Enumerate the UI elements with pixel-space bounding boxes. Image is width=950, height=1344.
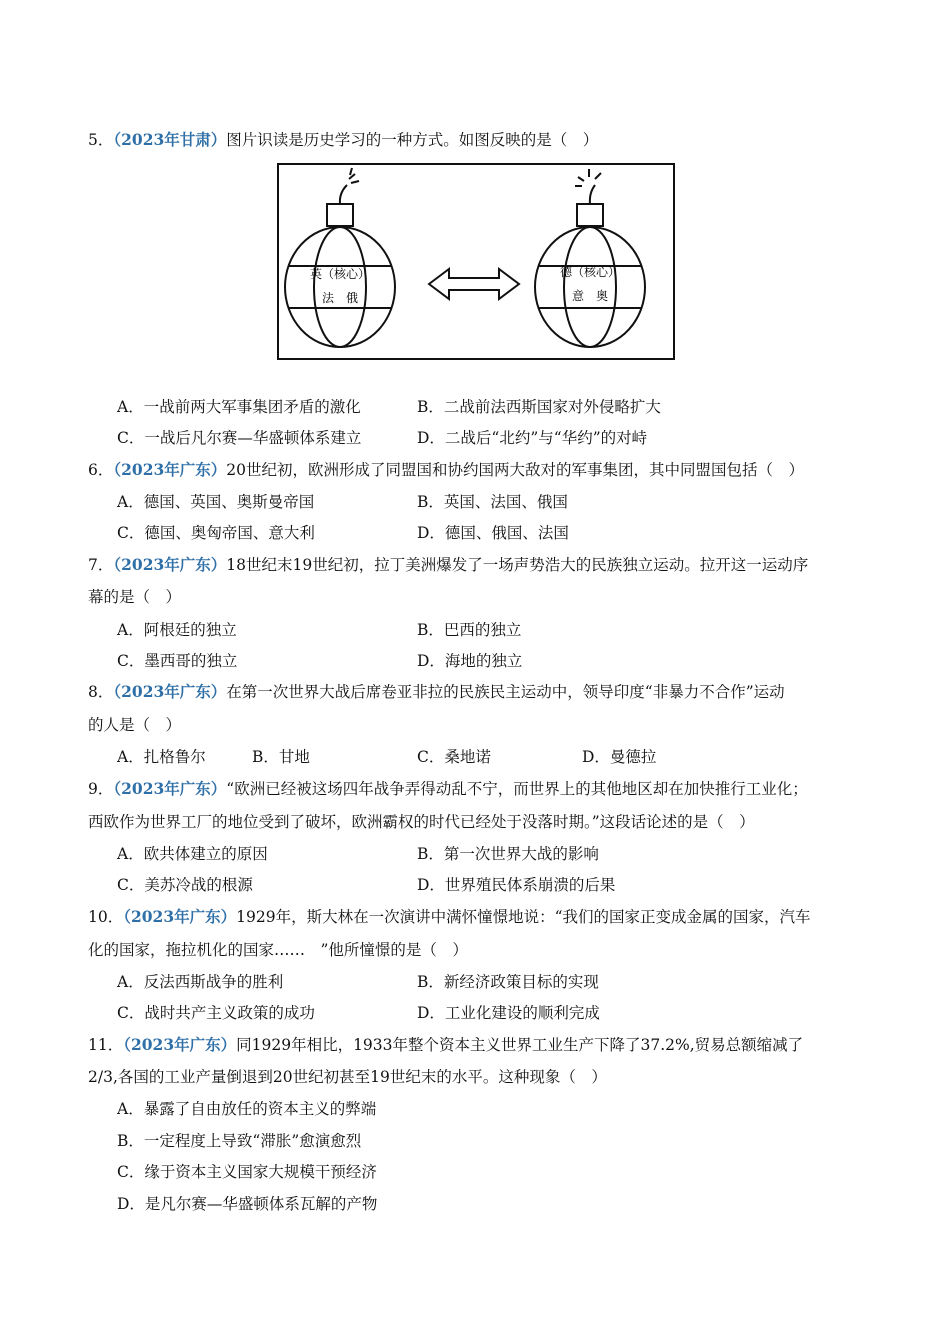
question-10-option-a[interactable]: A．反法西斯战争的胜利: [117, 973, 284, 991]
question-9-option-c[interactable]: C．美苏冷战的根源: [117, 876, 253, 894]
question-10-option-b[interactable]: B．新经济政策目标的实现: [417, 973, 599, 991]
question-7-stem-cont: 幕的是（ ）: [88, 588, 182, 606]
question-source: （2023年广东）: [123, 1035, 237, 1054]
right-bomb-label-top: 德（核心）: [559, 265, 621, 279]
question-7-option-b[interactable]: B．巴西的独立: [417, 621, 522, 639]
question-9-stem: 9．（2023年广东）“欧洲已经被这场四年战争弄得动乱不宁，而世界上的其他地区却在加快推行工业化；: [88, 779, 808, 798]
question-8-option-d[interactable]: D．曼德拉: [582, 748, 657, 766]
question-6-option-c[interactable]: C．德国、奥匈帝国、意大利: [117, 524, 315, 542]
question-8-option-c[interactable]: C．桑地诺: [417, 748, 491, 766]
question-8-stem: 8．（2023年广东）在第一次世界大战后席卷亚非拉的民族民主运动中，领导印度“非暴力不合作”运动: [88, 682, 785, 701]
question-6-option-a[interactable]: A．德国、英国、奥斯曼帝国: [117, 493, 315, 511]
question-7-option-d[interactable]: D．海地的独立: [417, 652, 523, 670]
question-source: （2023年广东）: [113, 779, 227, 798]
question-11-option-c[interactable]: C．缘于资本主义国家大规模干预经济: [117, 1163, 377, 1181]
question-source: （2023年广东）: [113, 682, 227, 701]
question-11-option-a[interactable]: A．暴露了自由放任的资本主义的弊端: [117, 1100, 377, 1118]
question-5-stem: 5．（2023年甘肃）图片识读是历史学习的一种方式。如图反映的是（ ）: [88, 130, 599, 149]
question-11-stem-cont: 2/3,各国的工业产量倒退到20世纪初甚至19世纪末的水平。这种现象（ ）: [88, 1068, 607, 1086]
question-5-option-d[interactable]: D．二战后“北约”与“华约”的对峙: [417, 429, 648, 447]
right-bomb-label-bottom: 意 奥: [571, 289, 609, 303]
question-8-option-b[interactable]: B．甘地: [252, 748, 310, 766]
question-source: （2023年广东）: [113, 555, 227, 574]
question-5-option-a[interactable]: A．一战前两大军事集团矛盾的激化: [117, 398, 361, 416]
question-9-option-d[interactable]: D．世界殖民体系崩溃的后果: [417, 876, 616, 894]
question-10-stem: 10．（2023年广东）1929年，斯大林在一次演讲中满怀憧憬地说：“我们的国家正变成金属的国家，汽车: [88, 907, 811, 926]
question-9-stem-cont: 西欧作为世界工厂的地位受到了破坏，欧洲霸权的时代已经处于没落时期。”这段话论述的是（ ）: [88, 813, 755, 831]
question-source: （2023年广东）: [123, 907, 237, 926]
question-5-option-b[interactable]: B．二战前法西斯国家对外侵略扩大: [417, 398, 661, 416]
left-bomb-label-top: 英（核心）: [309, 267, 371, 281]
question-7-option-a[interactable]: A．阿根廷的独立: [117, 621, 237, 639]
alliances-bomb-figure: [277, 163, 675, 360]
left-bomb-label-bottom: 法 俄: [321, 291, 359, 305]
question-6-option-d[interactable]: D．德国、俄国、法国: [417, 524, 569, 542]
question-10-option-c[interactable]: C．战时共产主义政策的成功: [117, 1004, 315, 1022]
question-source: （2023年广东）: [113, 460, 227, 479]
question-6-stem: 6．（2023年广东）20世纪初，欧洲形成了同盟国和协约国两大敌对的军事集团，其中同盟国包括（ ）: [88, 460, 804, 479]
question-7-option-c[interactable]: C．墨西哥的独立: [117, 652, 238, 670]
question-11-stem: 11．（2023年广东）同1929年相比，1933年整个资本主义世界工业生产下降了37.2%,贸易总额缩减了: [88, 1035, 804, 1054]
question-source: （2023年甘肃）: [113, 130, 227, 149]
question-8-option-a[interactable]: A．扎格鲁尔: [117, 748, 206, 766]
question-6-option-b[interactable]: B．英国、法国、俄国: [417, 493, 568, 511]
question-11-option-b[interactable]: B．一定程度上导致“滞胀”愈演愈烈: [117, 1132, 362, 1150]
question-8-stem-cont: 的人是（ ）: [88, 716, 182, 734]
question-11-option-d[interactable]: D．是凡尔赛—华盛顿体系瓦解的产物: [117, 1195, 378, 1213]
question-5-option-c[interactable]: C．一战后凡尔赛—华盛顿体系建立: [117, 429, 362, 447]
question-7-stem: 7．（2023年广东）18世纪末19世纪初，拉丁美洲爆发了一场声势浩大的民族独立运动。拉开这一运动序: [88, 555, 809, 574]
question-10-option-d[interactable]: D．工业化建设的顺利完成: [417, 1004, 600, 1022]
question-9-option-a[interactable]: A．欧共体建立的原因: [117, 845, 268, 863]
question-9-option-b[interactable]: B．第一次世界大战的影响: [417, 845, 599, 863]
question-10-stem-cont: 化的国家，拖拉机化的国家…… ”他所憧憬的是（ ）: [88, 941, 468, 959]
